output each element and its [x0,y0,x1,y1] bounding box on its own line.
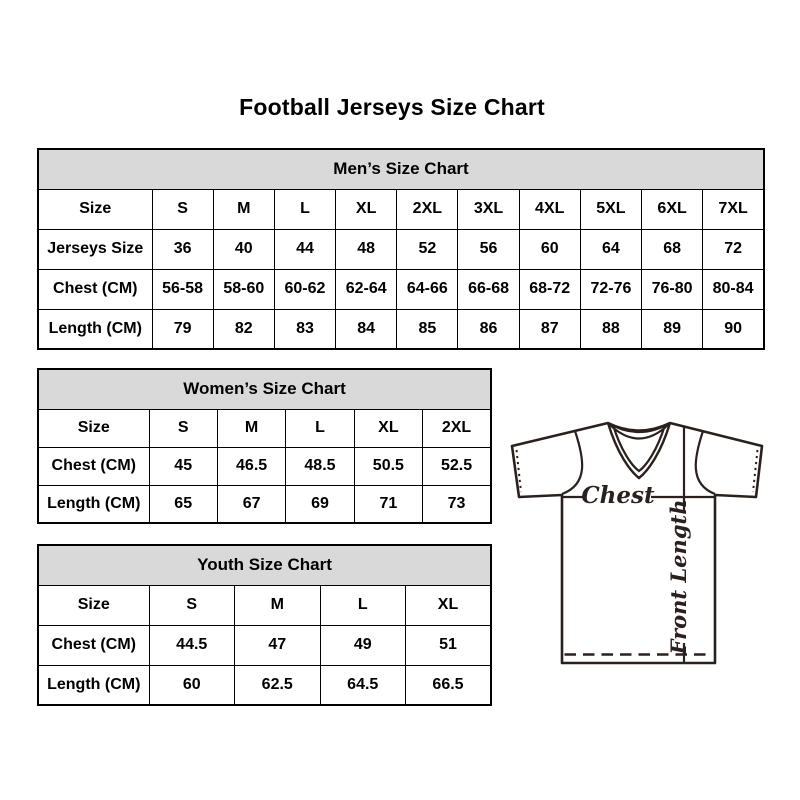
cell-value: 46.5 [217,447,285,485]
cell-value: 60 [149,665,235,705]
cell-value: 6XL [642,189,703,229]
row-label: Size [38,189,152,229]
men-table-row [38,229,764,269]
cell-value: S [152,189,213,229]
cell-value: 52.5 [423,447,491,485]
men-table-row [38,309,764,349]
women-table-header-row [38,369,491,409]
cell-value: S [149,409,217,447]
cell-value: 62.5 [235,665,321,705]
cell-value: 66.5 [406,665,492,705]
cell-value: 56 [458,229,519,269]
cell-value: L [286,409,354,447]
cell-value: 86 [458,309,519,349]
cell-value: XL [354,409,422,447]
cell-value: 48 [336,229,397,269]
cell-value: M [217,409,285,447]
cell-value: 69 [286,485,354,523]
jersey-illustration [493,408,785,693]
cell-value: L [320,585,406,625]
cell-value: 60 [519,229,580,269]
cell-value: 72 [703,229,764,269]
cell-value: 7XL [703,189,764,229]
cell-value: 84 [336,309,397,349]
men-table-row [38,269,764,309]
men-table-header-row [38,149,764,189]
cell-value: 52 [397,229,458,269]
mens-size-table [37,148,765,350]
cell-value: 62-64 [336,269,397,309]
youth-table-row [38,625,491,665]
women-table-title: Women’s Size Chart [38,369,491,409]
cell-value: 44.5 [149,625,235,665]
cell-value: 85 [397,309,458,349]
cell-value: 82 [213,309,274,349]
cell-value: 87 [519,309,580,349]
youth-size-table [37,544,492,706]
men-table-row [38,189,764,229]
cell-value: 64.5 [320,665,406,705]
women-table-row [38,409,491,447]
cell-value: M [213,189,274,229]
cell-value: 36 [152,229,213,269]
cell-value: 44 [274,229,335,269]
cell-value: 45 [149,447,217,485]
cell-value: 3XL [458,189,519,229]
cell-value: M [235,585,321,625]
cell-value: 90 [703,309,764,349]
youth-table-row [38,665,491,705]
cell-value: 40 [213,229,274,269]
cell-value: 50.5 [354,447,422,485]
cell-value: 80-84 [703,269,764,309]
cell-value: 2XL [423,409,491,447]
cell-value: 71 [354,485,422,523]
page-title: Football Jerseys Size Chart [239,94,545,120]
row-label: Size [38,585,149,625]
row-label: Chest (CM) [38,447,149,485]
women-table-row [38,485,491,523]
youth-table-title: Youth Size Chart [38,545,491,585]
womens-size-table [37,368,492,524]
men-table-title: Men’s Size Chart [38,149,764,189]
chest-label: Chest [581,482,655,509]
cell-value: 72-76 [580,269,641,309]
youth-table-header-row [38,545,491,585]
jersey-diagram [493,408,785,693]
jersey-outline [512,423,762,663]
cell-value: 73 [423,485,491,523]
cell-value: 5XL [580,189,641,229]
row-label: Length (CM) [38,665,149,705]
row-label: Chest (CM) [38,269,152,309]
cell-value: 68-72 [519,269,580,309]
cell-value: 49 [320,625,406,665]
row-label: Chest (CM) [38,625,149,665]
youth-table-row [38,585,491,625]
women-table-row [38,447,491,485]
cell-value: S [149,585,235,625]
cell-value: L [274,189,335,229]
cell-value: 89 [642,309,703,349]
cell-value: 67 [217,485,285,523]
cell-value: 51 [406,625,492,665]
cell-value: 56-58 [152,269,213,309]
cell-value: 65 [149,485,217,523]
row-label: Length (CM) [38,309,152,349]
cell-value: 76-80 [642,269,703,309]
cell-value: 83 [274,309,335,349]
cell-value: 88 [580,309,641,349]
cell-value: XL [406,585,492,625]
cell-value: 58-60 [213,269,274,309]
cell-value: 64 [580,229,641,269]
cell-value: 4XL [519,189,580,229]
front-length-label: Front Length [666,499,691,655]
cell-value: 48.5 [286,447,354,485]
row-label: Size [38,409,149,447]
cell-value: 60-62 [274,269,335,309]
cell-value: 79 [152,309,213,349]
cell-value: 2XL [397,189,458,229]
cell-value: 68 [642,229,703,269]
row-label: Length (CM) [38,485,149,523]
cell-value: 66-68 [458,269,519,309]
cell-value: 47 [235,625,321,665]
cell-value: XL [336,189,397,229]
row-label: Jerseys Size [38,229,152,269]
cell-value: 64-66 [397,269,458,309]
